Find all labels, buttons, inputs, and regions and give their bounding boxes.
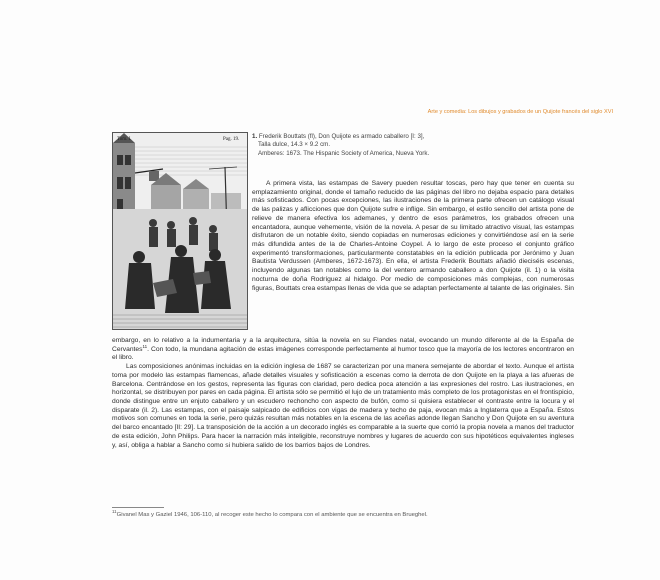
caption-line-3: Amberes: 1673. The Hispanic Society of America, Nueva York. — [258, 149, 430, 157]
paragraph-1-start: A primera vista, las estampas de Savery pueden resultar toscas, pero hay que tener en cuenta su emplazamiento original, donde el tamaño reducido de las páginas del libro no dejaba espacio para detalles más sofisticados. Con pocas excepciones, las ilustraciones de la primera parte ofrecen un catálogo visual de las palizas y aflicciones que don Quijote sufre e inflige. Sin embargo, el estilo sencillo del artista pone de relieve de manera efectiva los ademanes, y dentro de esos parámetros, los grabados ofrecen una encantadora, aunque vehemente, visión de la novela. A pesar de su limitado atractivo visual, las estampas disfrutaron de un notable éxito, siendo copiadas en numerosas ediciones y convirtiéndose así en la serie más difundida antes de la de Charles-Antoine Coypel. A lo largo de este proceso el conjunto gráfico experimentó transformaciones, particularmente constatables en la edición publicada por Jerónimo y Juan Bautista Verdussen (Amberes, 1672-1673). En ella, el artista Frederik Bouttats añadió dieciséis escenas, incluyendo algunas tan notables como la del ventero armando caballero a don Quijote (il. 1) o la visita nocturna de doña Rodríguez al hidalgo. Por medio de composiciones más complejas, con numerosas figuras, Bouttats crea estampas llenas de vida que se adaptan perfectamente al talante de las originales. Sin — [252, 180, 574, 292]
plate-label-right: Pag. 19. — [223, 137, 240, 142]
running-header: Arte y comedia: Los dibujos y grabados de un Quijote francés del siglo XVI — [427, 109, 613, 115]
paragraph-1-continued — [112, 337, 574, 363]
caption-line-1: Frederik Bouttats (fl), Don Quijote es armado caballero [I: 3], — [258, 133, 425, 140]
footnote-number: 11 — [112, 509, 117, 515]
paragraph-1-text-b: . Con todo, la mundana agitación de estas imágenes corresponde perfectamente al humor tosco que la mayoría de los lectores encontraron en el libro. — [112, 345, 574, 362]
caption-line-2: Talla dulce, 14.3 × 9.2 cm. — [258, 141, 331, 149]
paragraph-2: Las composiciones anónimas incluidas en la edición inglesa de 1687 se caracterizan por una manera semejante de abordar el texto. Aunque el artista toma por modelo las estampas flamencas, añade detalles visuales y sofisticación a escenas como la derrota de don Quijote en la playa a las afueras de Barcelona. Centrándose en los gestos, representa las figuras con claridad, pero dedica poca atención a las expresiones del rostro. Las ilustraciones, en horizontal, se distribuyen por pares en cada página. El artista sólo se permitió el lujo de un tratamiento más completo de los protagonistas en el frontispicio, donde distingue entre un enjuto caballero y un escudero rechoncho con aspecto de bufón, como si quisiera establecer el contraste entre la locura y el disparate (il. 2). Las estampas, con el paisaje salpicado de edificios con vigas de madera y techo de paja, evocan más a Inglaterra que a España. Estos motivos son comunes en toda la serie, pero quizás resultan más notables en la escena de las aceñas adonde llegan Sancho y Don Quijote en su aventura del barco encantado [II: 29]. La transposición de la acción a un decorado inglés es comparable a la suerte que corrió la propia novela a manos del traductor de esta edición, John Philips. Para hacer la narración más inteligible, reconstruye nombres y lugares de acuerdo con sus hipotéticos equivalentes ingleses y, así, obliga a hablar a Sancho como si hubiera salido de los barrios bajos de Londres. — [112, 363, 574, 449]
body-column-narrow — [252, 180, 574, 293]
footnote — [112, 509, 574, 518]
figure-caption — [252, 133, 572, 158]
footnote-reference[interactable]: 11 — [142, 343, 148, 349]
plate-label-left: Tom. I. — [117, 137, 132, 142]
paragraph-1-text-a: embargo, en lo relativo a la indumentaria y a la arquitectura, sitúa la novela en su Flandes natal, evocando un mundo diferente al de la España de Cervantes — [112, 337, 574, 353]
footnote-divider — [112, 507, 164, 508]
caption-number: 1. — [252, 133, 258, 140]
engraving-image — [113, 133, 247, 329]
body-column-wide — [112, 337, 574, 450]
engraving-illustration — [112, 132, 248, 330]
footnote-text: Givanel Mas y Gaziel 1946, 106-110, al recoger este hecho lo compara con el ambiente que se encuentra en Brueghel. — [116, 512, 428, 518]
